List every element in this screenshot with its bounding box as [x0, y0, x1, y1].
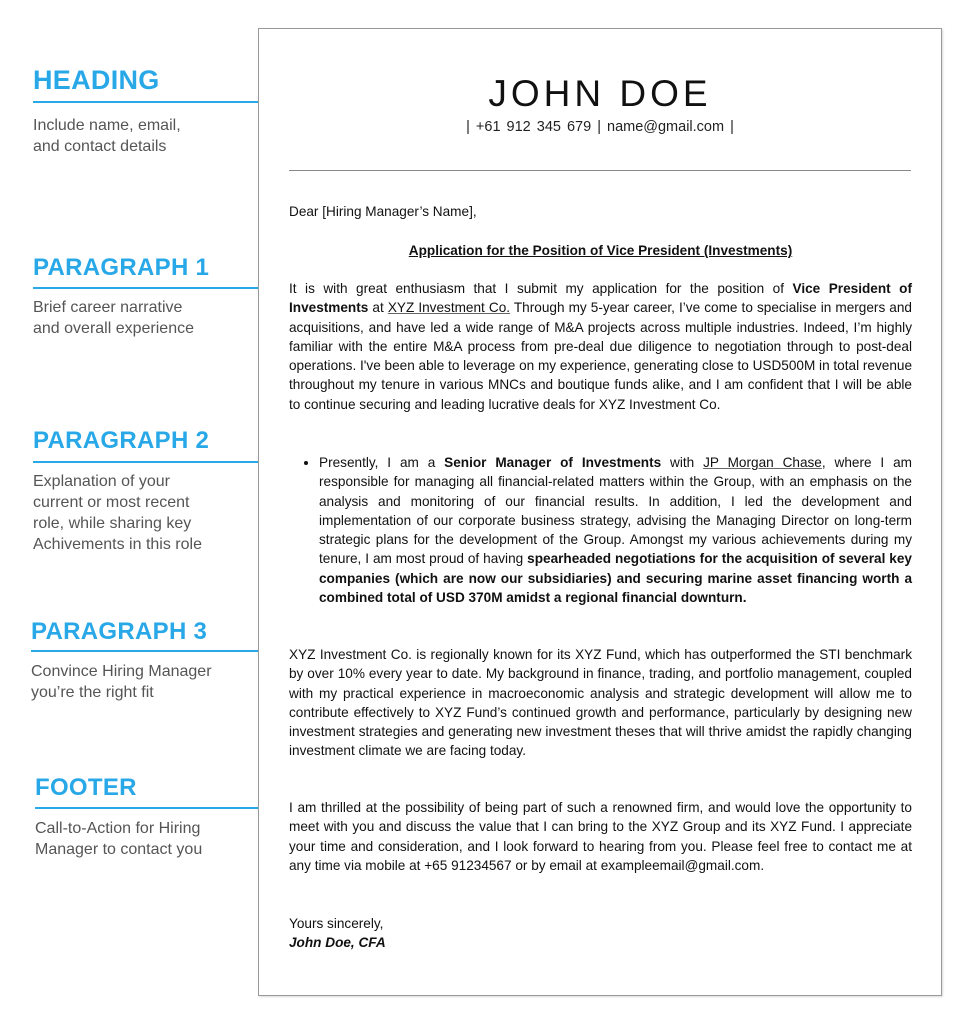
p1-text-3: Through my 5-year career, I’ve come to specialise in mergers and acquisitions, and have led a wide range of M&A projects across multiple industries. Indeed, I’m highly familiar with the entire M&A process from pre-deal due diligence to negotiation through to post-deal operations. I've been able to leverage on my experience, generating close to USD500M in total revenue throughout my tenure in various MNCs and boutique funds alike, and I am confident that I will be able to continue securing and leading lucrative deals for XYZ Investment Co. [289, 300, 913, 412]
paragraph-3: XYZ Investment Co. is regionally known for its XYZ Fund, which has outperformed the STI benchmark by over 10% every year to date. My background in finance, trading, and portfolio management, coupled with my practical experience in macroeconomic analysis and strategic development will allow me to contribute effectively to XYZ Fund’s continued growth and performance, particularly by designing new investment strategies and generating new investment theses that will thrive amidst the rapidly changing investment climate we are facing today. [289, 647, 912, 759]
paragraph-2 [297, 453, 912, 607]
paragraph-1 [289, 279, 912, 414]
annotation-paragraph1-title: PARAGRAPH 1 [33, 254, 210, 281]
annotation-footer-desc: Call-to-Action for Hiring Manager to contact you [35, 820, 203, 858]
annotation-paragraph1-desc: Brief career narrative and overall experience [33, 299, 194, 337]
annotation-heading-desc: Include name, email, and contact details [33, 117, 181, 155]
annotation-heading-title: HEADING [33, 65, 160, 95]
annotation-paragraph3-title: PARAGRAPH 3 [31, 618, 208, 645]
p2-role-bold: Senior Manager of Investments [444, 455, 662, 470]
annotation-paragraph2-connector [33, 461, 287, 463]
signature: John Doe, CFA [289, 935, 386, 950]
p2-text-1: Presently, I am a [319, 455, 445, 470]
annotation-paragraph3-connector [31, 650, 271, 652]
subject-line: Application for the Position of Vice President (Investments) [408, 243, 793, 258]
annotation-footer-connector [35, 807, 271, 809]
cover-letter-page [258, 28, 942, 996]
applicant-name: JOHN DOE [488, 73, 712, 114]
paragraph-4-footer: I am thrilled at the possibility of being part of such a renowned firm, and would love the opportunity to meet with you and discuss the value that I can bring to the XYZ Group and its XYZ Fund. I appreciate your time and consideration, and I look forward to hearing from you. Please feel free to contact me at any time via mobile at +65 91234567 or by email at exampleemail@gmail.com. [289, 800, 912, 873]
p1-text-1: It is with great enthusiasm that I submit my application for the position of [289, 281, 793, 296]
closing: Yours sincerely, [289, 916, 384, 931]
annotation-paragraph2-title: PARAGRAPH 2 [33, 427, 210, 454]
p2-achievement-bold: spearheaded negotiations for the acquisition of several key companies (which are now our subsidiaries) and securing marine asset financing worth a combined total of USD 370M amidst a regional financial downturn. [319, 551, 912, 606]
p2-bullet-item [319, 453, 912, 607]
contact-details: | +61 912 345 679 | name@gmail.com | [466, 119, 734, 135]
heading-divider [289, 170, 911, 171]
p1-text-2: at [368, 300, 388, 316]
p2-bullet-list [297, 453, 912, 607]
salutation: Dear [Hiring Manager’s Name], [289, 204, 477, 219]
p2-text-2: with [661, 455, 704, 470]
p2-employer-link: JP Morgan Chase [703, 455, 822, 470]
annotation-paragraph1-connector [33, 287, 269, 289]
p2-text-3: , where I am responsible for managing all financial-related matters within the Group, with an emphasis on the analysis and monitoring of our financial results. In addition, I led the development and implementation of our corporate business strategy, advising the Managing Director on long-term strategic plans for the development of the Group. Amongst my various achievements during my tenure, I am most proud of having [319, 455, 912, 567]
p1-company-link: XYZ Investment Co. [387, 300, 511, 316]
annotation-paragraph2-desc: Explanation of your current or most recent role, while sharing key Achivements in this role [33, 473, 202, 553]
annotation-footer-title: FOOTER [35, 774, 137, 801]
p1-position-bold: Vice President of Investments [289, 281, 912, 316]
annotation-paragraph3-desc: Convince Hiring Manager you’re the right fit [31, 663, 212, 701]
